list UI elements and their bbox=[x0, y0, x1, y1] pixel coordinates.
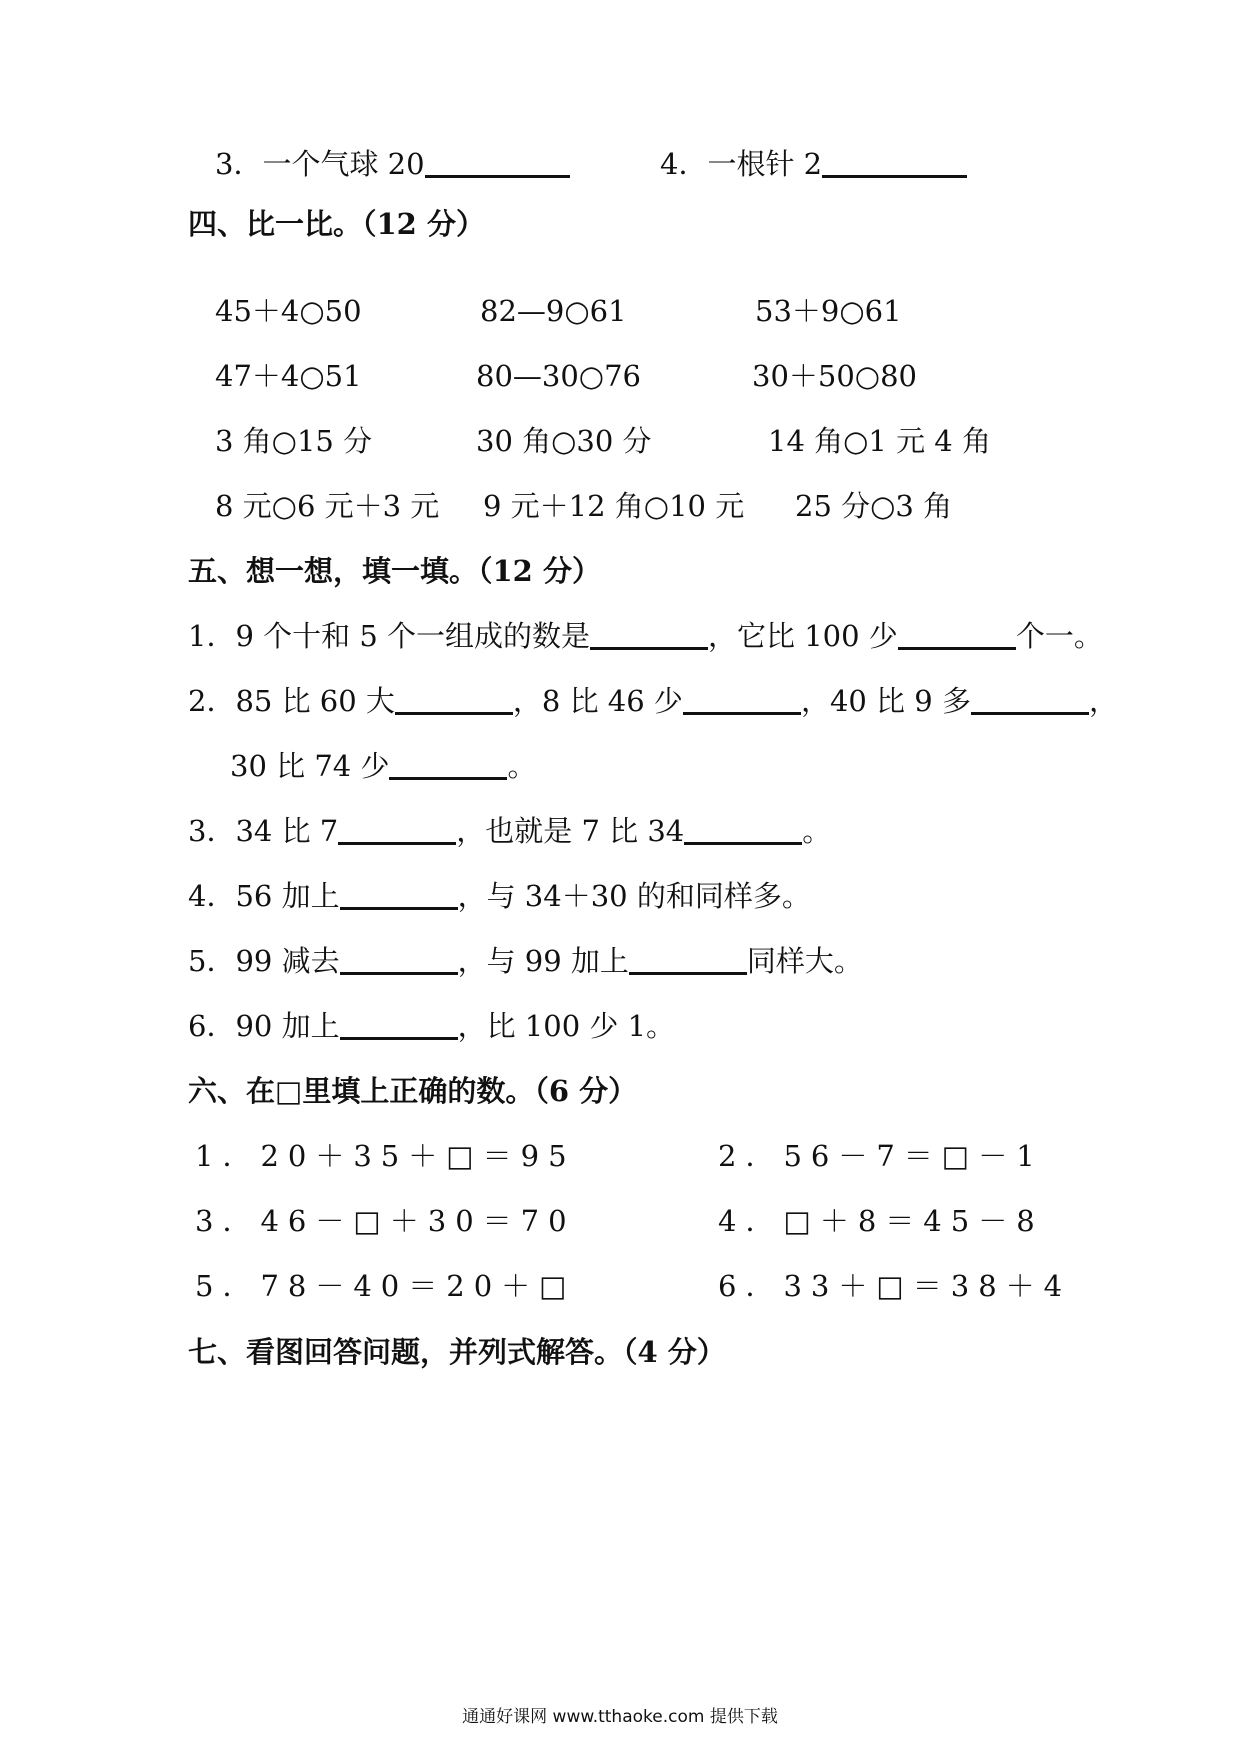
compare-item: 14 角○1 元 4 角 bbox=[768, 424, 991, 458]
question-text: ，与 99 加上 bbox=[457, 944, 629, 978]
fill-question-6 bbox=[188, 1009, 676, 1043]
question-text: ，它比 100 少 bbox=[708, 619, 898, 653]
answer-blank[interactable] bbox=[340, 885, 458, 910]
answer-blank[interactable] bbox=[971, 690, 1089, 715]
answer-blank[interactable] bbox=[389, 755, 507, 780]
compare-item: 3 角○15 分 bbox=[215, 424, 373, 458]
compare-item: 45＋4○50 bbox=[215, 294, 362, 328]
section-5-heading: 五、想一想，填一填。（12 分） bbox=[188, 554, 601, 588]
question-text: ，8 比 46 少 bbox=[512, 684, 683, 718]
compare-item: 9 元＋12 角○10 元 bbox=[483, 489, 745, 523]
question-text: 1．9 个十和 5 个一组成的数是 bbox=[188, 619, 591, 653]
answer-blank[interactable] bbox=[425, 153, 570, 178]
question-text: ，40 比 9 多 bbox=[800, 684, 971, 718]
fill-question-2 bbox=[188, 684, 1118, 718]
question-text: 2．85 比 60 大 bbox=[188, 684, 395, 718]
box-equation-4: 4．□＋8＝45－8 bbox=[718, 1204, 1044, 1238]
compare-item: 30 角○30 分 bbox=[476, 424, 652, 458]
fill-question-4 bbox=[188, 879, 811, 913]
question-text: 个一。 bbox=[1015, 619, 1103, 653]
box-equation-1: 1．20＋35＋□＝95 bbox=[195, 1139, 576, 1173]
question-text: 同样大。 bbox=[746, 944, 863, 978]
box-equation-6: 6．33＋□＝38＋4 bbox=[718, 1269, 1072, 1303]
question-text: ，与 34＋30 的和同样多。 bbox=[457, 879, 811, 913]
compare-item: 53＋9○61 bbox=[755, 294, 902, 328]
fill-question-1 bbox=[188, 619, 1103, 653]
question-text: 3．一个气球 20 bbox=[215, 147, 425, 181]
answer-blank[interactable] bbox=[395, 690, 513, 715]
question-text: 4．一根针 2 bbox=[660, 147, 823, 181]
compare-item: 30＋50○80 bbox=[752, 359, 918, 393]
question-text: 3．34 比 7 bbox=[188, 814, 339, 848]
question-text: ， bbox=[1088, 684, 1118, 718]
fill-question-3 bbox=[188, 814, 832, 848]
question-text: 6．90 加上 bbox=[188, 1009, 340, 1043]
compare-item: 82—9○61 bbox=[480, 294, 627, 328]
answer-blank[interactable] bbox=[340, 1015, 458, 1040]
question-3-3 bbox=[215, 147, 570, 181]
answer-blank[interactable] bbox=[338, 820, 456, 845]
question-3-4 bbox=[660, 147, 967, 181]
question-text: ，也就是 7 比 34 bbox=[456, 814, 685, 848]
section-6-heading: 六、在□里填上正确的数。（6 分） bbox=[188, 1074, 638, 1108]
answer-blank[interactable] bbox=[629, 950, 747, 975]
answer-blank[interactable] bbox=[683, 690, 801, 715]
box-equation-2: 2．56－7＝□－1 bbox=[718, 1139, 1044, 1173]
box-equation-5: 5．78－40＝20＋□ bbox=[195, 1269, 576, 1303]
question-text: 。 bbox=[802, 814, 832, 848]
question-text: ，比 100 少 1。 bbox=[457, 1009, 676, 1043]
answer-blank[interactable] bbox=[590, 625, 708, 650]
question-text: 。 bbox=[507, 749, 537, 783]
footer-text: 通通好课网 www.tthaoke.com 提供下载 bbox=[462, 1707, 778, 1727]
question-text: 30 比 74 少 bbox=[230, 749, 390, 783]
compare-item: 80—30○76 bbox=[476, 359, 642, 393]
section-4-heading: 四、比一比。（12 分） bbox=[188, 207, 485, 241]
compare-item: 8 元○6 元＋3 元 bbox=[215, 489, 440, 523]
answer-blank[interactable] bbox=[822, 153, 967, 178]
compare-item: 25 分○3 角 bbox=[795, 489, 953, 523]
section-7-heading: 七、看图回答问题，并列式解答。（4 分） bbox=[188, 1335, 726, 1369]
answer-blank[interactable] bbox=[898, 625, 1016, 650]
question-text: 4．56 加上 bbox=[188, 879, 340, 913]
fill-question-2-cont bbox=[230, 749, 537, 783]
answer-blank[interactable] bbox=[340, 950, 458, 975]
box-equation-3: 3．46－□＋30＝70 bbox=[195, 1204, 576, 1238]
compare-item: 47＋4○51 bbox=[215, 359, 362, 393]
fill-question-5 bbox=[188, 944, 863, 978]
answer-blank[interactable] bbox=[684, 820, 802, 845]
question-text: 5．99 减去 bbox=[188, 944, 340, 978]
